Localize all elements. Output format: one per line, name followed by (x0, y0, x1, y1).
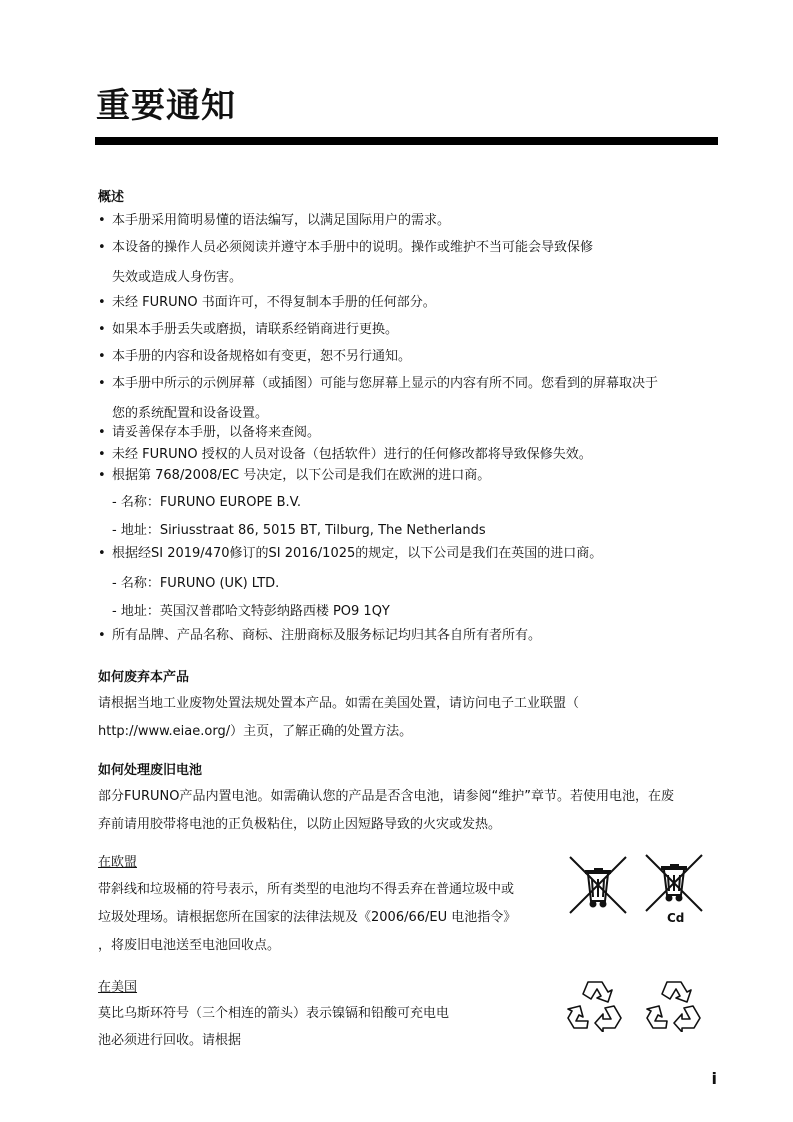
list-item: • 请妥善保存本手册，以备将来查阅。 (98, 425, 321, 440)
title-divider (95, 137, 718, 145)
overview-heading: 概述 (98, 190, 125, 205)
list-item: • 如果本手册丢失或磨损，请联系经销商进行更换。 (98, 322, 399, 337)
list-item: • 所有品牌、产品名称、商标、注册商标及服务标记均归其各自所有者所有。 (98, 628, 542, 643)
disposal-text-line: 请根据当地工业废物处置法规处置本产品。如需在美国处置，请访问电子工业联盟（ (98, 696, 580, 711)
list-item-continuation: 失效或造成人身伤害。 (112, 270, 243, 285)
list-item: • 本设备的操作人员必须阅读并遵守本手册中的说明。操作或维护不当可能会导致保修 (98, 240, 594, 255)
us-subheading: 在美国 (98, 980, 138, 995)
crossed-bin-icon (566, 853, 630, 917)
cd-label: Cd (667, 911, 685, 925)
eu-importer-address: - 地址：Siriusstraat 86, 5015 BT, Tilburg, The Netherlands (112, 523, 486, 538)
battery-heading: 如何处理废旧电池 (98, 763, 203, 778)
list-item: • 未经 FURUNO 授权的人员对设备（包括软件）进行的任何修改都将导致保修失效。 (98, 447, 592, 462)
eu-importer-name: - 名称：FURUNO EUROPE B.V. (112, 495, 302, 510)
eu-text-line: 垃圾处理场。请根据您所在国家的法律法规及《2006/66/EU 电池指令》 (98, 910, 517, 925)
list-item: • 本手册中所示的示例屏幕（或插图）可能与您屏幕上显示的内容有所不同。您看到的屏幕取决于 (98, 376, 659, 391)
eu-subheading: 在欧盟 (98, 855, 138, 870)
list-item: • 未经 FURUNO 书面许可，不得复制本手册的任何部分。 (98, 295, 436, 310)
page-title: 重要通知 (96, 86, 236, 126)
list-item: • 根据经SI 2019/470修订的SI 2016/1025的规定，以下公司是我们在英国的进口商。 (98, 546, 603, 561)
eu-text-line: 带斜线和垃圾桶的符号表示，所有类型的电池均不得丢弃在普通垃圾中或 (98, 882, 515, 897)
list-item-continuation: 您的系统配置和设备设置。 (112, 406, 269, 421)
list-item: • 根据第 768/2008/EC 号决定，以下公司是我们在欧洲的进口商。 (98, 468, 491, 483)
disposal-text-line: http://www.eiae.org/）主页，了解正确的处置方法。 (98, 724, 413, 739)
crossed-bin-cd-icon (642, 853, 706, 917)
us-text-line: 池必须进行回收。请根据 (98, 1033, 242, 1048)
disposal-heading: 如何废弃本产品 (98, 670, 190, 685)
uk-importer-name: - 名称：FURUNO (UK) LTD. (112, 576, 280, 591)
list-item: • 本手册的内容和设备规格如有变更，恕不另行通知。 (98, 349, 412, 364)
us-text-line: 莫比乌斯环符号（三个相连的箭头）表示镍镉和铅酸可充电电 (98, 1006, 450, 1021)
recycle-icon (566, 978, 624, 1032)
recycle-icon (645, 978, 703, 1032)
uk-importer-address: - 地址：英国汉普郡哈文特彭纳路西楼 PO9 1QY (112, 604, 390, 619)
battery-text-line: 弃前请用胶带将电池的正负极粘住，以防止因短路导致的火灾或发热。 (98, 817, 502, 832)
page-number: i (711, 1069, 717, 1088)
battery-text-line: 部分FURUNO产品内置电池。如需确认您的产品是否含电池，请参阅“维护”章节。若使用电池，在废 (98, 789, 674, 804)
eu-text-line: ，将废旧电池送至电池回收点。 (98, 938, 281, 953)
list-item: • 本手册采用简明易懂的语法编写，以满足国际用户的需求。 (98, 213, 451, 228)
